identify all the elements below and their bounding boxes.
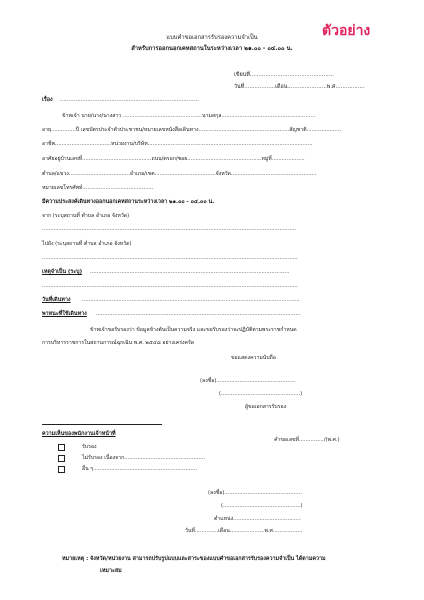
name-field[interactable]: ข้าพเจ้า นาย/นาง/นางสาว ................................................นามสกุล......................................................... [62,113,316,119]
declaration-line-2: การบริหารราชการในสถานการณ์ฉุกเฉิน พ.ศ. ๒๕๔๘ อย่างเคร่งครัด [42,340,195,346]
note-line-1: หมายเหตุ : จังหวัด/หน่วยงาน สามารถปรับรูปแบบและสาระของแบบคำขอเอกสารรับรองความจำเป็น ได้ตามความ [62,556,326,562]
applicant-name-field[interactable]: (................................................) [219,391,303,397]
approve-label: รับรอง [82,444,97,450]
occupation-field[interactable]: อาชีพ..................................หน่วยงาน/บริษัท.................................................................................................... [42,141,313,147]
sample-stamp: ตัวอย่าง [322,23,371,39]
declaration-line-1: ข้าพเจ้าขอรับรองว่า ข้อมูลข้างต้นเป็นความจริง และขอรับรองว่าจะปฏิบัติตามพระราชกำหนด [90,327,297,333]
subject-label: เรื่อง [42,97,53,103]
from-field[interactable]: .......................................................................................................................................................... [42,226,296,232]
travel-heading: มีความประสงค์เดินทางออกนอกเคหสถานระหว่างเวลา ๒๑.๐๐ - ๐๔.๐๐ น. [42,199,215,205]
vehicle-field[interactable]: ............................................................................................................................ [96,311,301,317]
other-label: อื่น ๆ............................................................... [82,466,197,472]
from-label: จาก (ระบุสถานที่ ตำบล อำเภอ จังหวัด) [42,213,130,219]
to-field[interactable]: ........................................................................................................................................................... [42,255,298,261]
form-subtitle: สำหรับการออกนอกเคหสถานในระหว่างเวลา ๒๑.๐๐ - ๐๔.๐๐ น. [131,46,293,52]
applicant-role: ผู้ขอเอกสารรับรอง [245,404,287,410]
closing-text: ขอแสดงความนับถือ [231,355,276,361]
travel-date-label: วันที่เดินทาง [42,297,71,303]
reject-checkbox[interactable] [58,455,65,462]
section-divider [42,424,162,425]
travel-date-field[interactable]: .................................................................................................................................... [82,297,300,303]
officer-heading: ความเห็นของพนักงานเจ้าหน้าที่ [42,431,116,437]
reason-label: เหตุจำเป็น (ระบุ) [42,269,83,275]
to-label: ไปยัง (ระบุสถานที่ ตำบล อำเภอ จังหวัด) [42,241,132,247]
approve-checkbox[interactable] [58,444,65,451]
reject-label: ไม่รับรอง เนื่องจาก................................................. [82,455,206,461]
note-line-2: เหมาะสม [100,568,122,574]
officer-signature-field[interactable]: (ลงชื่อ)............................................... [208,490,302,496]
officer-doc-number-field[interactable]: คำขอเลขที่.............../(พ.ศ.) [274,437,340,443]
reason-field[interactable]: ......................................................................................................................... [90,269,290,275]
age-id-field[interactable]: อายุ...............ปี เลขบัตรประจำตัวประชาชน/หมายเลขหนังสือเดินทาง.......................................................สัญชาติ..................... [42,127,342,133]
date-field[interactable]: วันที่..................เดือน.......................พ.ศ................. [234,84,365,90]
subject-field[interactable]: ................................................................................. [60,97,199,103]
written-at-field[interactable]: เขียนที่................................................. [234,72,334,78]
other-checkbox[interactable] [58,466,65,473]
officer-position-field[interactable]: ตำแหน่ง......................................... [214,516,301,522]
officer-date-field[interactable]: วันที่..............เดือน.....................พ.ศ.................. [185,528,303,534]
vehicle-label: พาหนะที่ใช้เดินทาง [42,311,87,317]
form-title: แบบคำขอเอกสารรับรองความจำเป็น [166,35,258,41]
address-field[interactable]: อาศัยอยู่บ้านเลขที่..........................................ถนน/ตรอก/ซอย.............................................หมู่ที่.................... [42,156,305,162]
applicant-signature-field[interactable]: (ลงชื่อ)................................................ [200,378,296,384]
reason-field-2[interactable]: ........................................................................................................................................................... [42,283,298,289]
phone-field[interactable]: หมายเลขโทรศัพท์........................................... [42,185,154,191]
officer-name-field[interactable]: (...............................................) [221,503,303,509]
area-field[interactable]: ตำบล/แขวง.....................................อำเภอ/เขต.....................................จังหวัด.................................................... [42,171,317,177]
